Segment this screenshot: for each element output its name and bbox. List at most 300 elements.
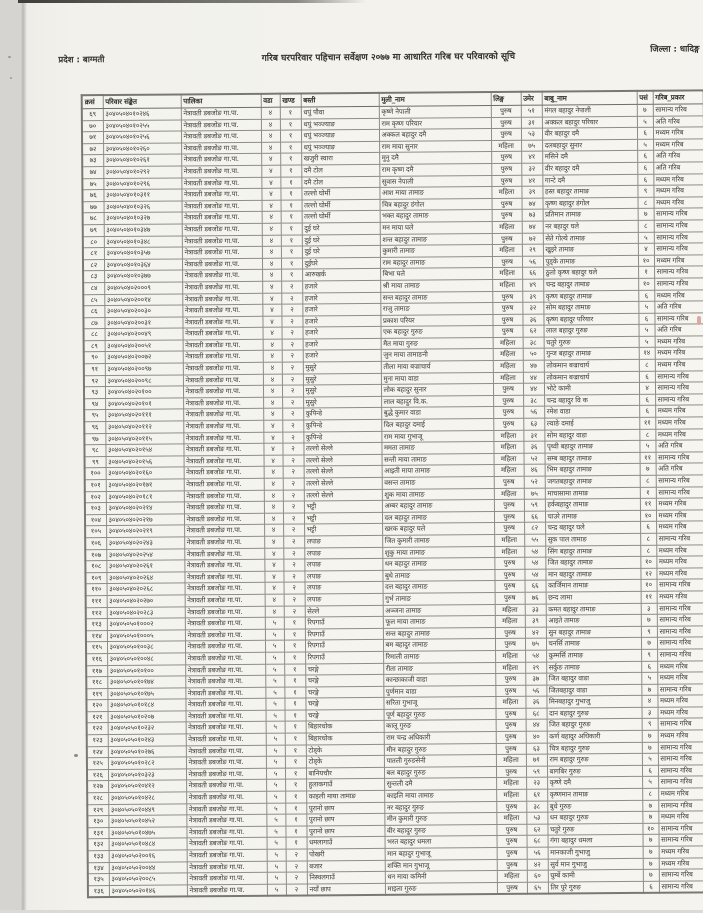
cell-block: २ — [283, 501, 304, 513]
cell-palika: नेत्रावती डबजोङ गा.पा. — [184, 478, 264, 490]
cell-poor_type: सामान्य गरिब — [658, 823, 703, 835]
cell-family_code: ३०४०५०४०२०२५४ — [106, 549, 184, 561]
cell-head_name: बिभा घले — [380, 268, 492, 280]
cell-family_code: ३०४०५०४०१०२६१ — [103, 154, 181, 166]
cell-sn: ९५ — [84, 410, 105, 422]
cell-settlement: चरङ्गे — [306, 709, 384, 721]
province-label: प्रदेश : बाग्मती — [58, 55, 105, 66]
cell-head_name: कालू गुरुङ — [384, 720, 496, 732]
cell-age: ६६ — [525, 580, 546, 592]
cell-ward: ४ — [262, 235, 281, 247]
cell-settlement: कुपिन्डे — [303, 419, 381, 431]
cell-age: ५४ — [524, 557, 545, 569]
cell-sn: ९७ — [84, 433, 105, 445]
cell-poor_type: सामान्य गरिब — [657, 602, 703, 614]
col-header-family_size: पसं — [637, 91, 653, 105]
cell-palika: नेत्रावती डबजोङ गा.पा. — [187, 884, 267, 897]
cell-settlement: रिपगाउँ — [305, 651, 383, 663]
district-label: जिल्ला : धादिङ्ग — [650, 44, 700, 55]
cell-block: २ — [282, 385, 303, 397]
cell-settlement: रिपगाउँ — [305, 617, 383, 629]
cell-poor_type: सामान्य गरिब — [657, 684, 703, 696]
cell-settlement: पोखरी — [307, 848, 385, 860]
cell-family_size: ७ — [637, 104, 653, 116]
cell-age: ४२ — [525, 627, 546, 639]
col-header-palika: पालिका — [181, 94, 261, 108]
cell-palika: नेत्रावती डबजोङ गा.पा. — [183, 409, 263, 421]
cell-poor_type: मध्यम गरिब — [655, 336, 703, 348]
cell-age: ६५ — [527, 882, 548, 894]
cell-head_name: काइलि माया तामाङ — [384, 790, 496, 802]
cell-ward: ४ — [262, 200, 281, 212]
cell-sn: १०३ — [85, 503, 106, 515]
cell-age: ३८ — [523, 395, 544, 407]
cell-family_size: ६ — [639, 406, 655, 418]
cell-sn: १०७ — [85, 549, 106, 561]
cell-father_name: दान बहादुर गुरुङ — [547, 707, 642, 719]
cell-poor_type: मध्यम गरिब — [655, 428, 703, 440]
cell-palika: नेत्रावती डबजोङ गा.पा. — [185, 606, 265, 618]
cell-gender: महिला — [497, 870, 527, 882]
cell-family_size: ७ — [638, 209, 654, 221]
cell-gender: पुरुष — [492, 314, 522, 326]
cell-family_size: ५ — [638, 232, 654, 244]
cell-settlement: धपुं पौवा — [301, 106, 379, 118]
cell-family_size: ९ — [641, 626, 657, 638]
cell-settlement: लपाङ — [305, 593, 383, 605]
cell-palika: नेत्रावती डबजोङ गा.पा. — [181, 177, 261, 189]
cell-poor_type: मध्यम गरिब — [657, 672, 703, 684]
cell-age: ६८ — [527, 836, 548, 848]
cell-block: २ — [282, 350, 303, 362]
cell-gender: पुरुष — [492, 256, 522, 268]
cell-age: ३९ — [525, 615, 546, 627]
cell-family_code: ३०४०५०५०१०२४३ — [108, 734, 186, 746]
cell-block: २ — [282, 327, 303, 339]
cell-poor_type: अति गरिब — [656, 463, 703, 475]
cell-father_name: पृथ्वी बहादुर तामाङ — [544, 441, 639, 453]
cell-age: ६१ — [526, 789, 547, 801]
cell-sn: १२८ — [87, 793, 108, 805]
cell-palika: नेत्रावती डबजोङ गा.पा. — [183, 351, 263, 363]
cell-father_name: वीर बहादुर दमै — [542, 162, 637, 174]
cell-sn: ६९ — [82, 109, 103, 121]
cell-gender: पुरुष — [495, 627, 525, 639]
cell-family_size: ४ — [639, 382, 655, 394]
cell-father_name: कृष्ण बहादुर तामाङ — [543, 290, 638, 302]
cell-head_name: जुन माया तामाङनी — [381, 349, 493, 361]
cell-family_size: ७ — [641, 614, 657, 626]
cell-poor_type: मध्यम गरिब — [658, 707, 703, 719]
cell-settlement: लपाङ — [304, 535, 382, 547]
cell-palika: नेत्रावती डबजोङ गा.पा. — [186, 733, 266, 745]
cell-ward: ५ — [265, 617, 284, 629]
cell-father_name: लोकमान बज्राचार्य — [544, 371, 639, 383]
cell-settlement: तल्लो सेल्ले — [304, 454, 382, 466]
cell-father_name: चतुरे गुरुङ — [544, 336, 639, 348]
cell-family_size: ५ — [639, 325, 655, 337]
cell-block: २ — [286, 872, 307, 884]
cell-gender: पुरुष — [497, 847, 527, 859]
cell-poor_type: सामान्य गरिब — [657, 626, 703, 638]
cell-poor_type: मध्यम गरिब — [658, 811, 703, 823]
cell-family_size: ५ — [642, 777, 658, 789]
cell-poor_type: मध्यम गरिब — [657, 695, 703, 707]
cell-age: २३ — [526, 778, 547, 790]
cell-head_name: मन माया घले — [380, 221, 492, 233]
cell-gender: पुरुष — [496, 720, 526, 732]
cell-family_code: ३०४०५०४०२०१५४ — [105, 444, 183, 456]
cell-block: १ — [285, 756, 306, 768]
cell-poor_type: सामान्य गरिब — [657, 649, 703, 661]
cell-family_size: ६ — [638, 313, 654, 325]
col-header-head_name: मुली_नाम — [379, 92, 491, 106]
cell-block: १ — [285, 803, 306, 815]
cell-settlement: बजार — [307, 860, 385, 872]
cell-ward: ४ — [264, 513, 283, 525]
cell-poor_type: मध्यम गरिब — [656, 498, 703, 510]
cell-family_code: ३०४०५०४०२०११५ — [105, 433, 183, 445]
cell-settlement: निस्थलगाउँ — [307, 872, 385, 884]
cell-ward: ४ — [263, 374, 282, 386]
cell-father_name: कृष्ण बहादुर परियार — [543, 313, 638, 325]
cell-age: ३९ — [522, 291, 543, 303]
cell-block: २ — [286, 884, 307, 896]
cell-family_size: ८ — [639, 429, 655, 441]
cell-family_size: ६ — [637, 174, 653, 186]
cell-age: ४१ — [521, 151, 542, 163]
scan-speck — [74, 754, 78, 757]
cell-gender: पुरुष — [495, 673, 525, 685]
cell-ward: ४ — [262, 281, 281, 293]
cell-family_code: ३०४०५०४०१०३४८ — [104, 235, 182, 247]
cell-poor_type: मध्यम गरिब — [653, 185, 703, 197]
cell-sn: १२३ — [87, 735, 108, 747]
cell-poor_type: सामान्य गरिब — [655, 394, 703, 406]
cell-palika: नेत्रावती डबजोङ गा.पा. — [187, 872, 267, 884]
cell-head_name: सन्ती माया तामाङ — [382, 453, 494, 465]
cell-gender: महिला — [493, 360, 523, 372]
cell-sn: ९८ — [84, 445, 105, 457]
cell-family_code: ३०४०५०५०१०२८२ — [108, 757, 186, 769]
cell-palika: नेत्रावती डबजोङ गा.पा. — [181, 119, 261, 131]
cell-sn: १३३ — [88, 851, 109, 863]
cell-family_size: ६ — [637, 162, 653, 174]
cell-palika: नेत्रावती डबजोङ गा.पा. — [185, 641, 265, 653]
cell-age: ८२ — [524, 522, 545, 534]
cell-poor_type: मध्यम गरिब — [655, 359, 703, 371]
cell-settlement: रिपगाउँ — [305, 640, 383, 652]
cell-palika: नेत्रावती डबजोङ गा.पा. — [182, 200, 262, 212]
cell-age: ३१ — [521, 117, 542, 129]
cell-sn: १२२ — [87, 723, 108, 735]
cell-family_size: ३ — [641, 603, 657, 615]
cell-settlement: लपाङ — [304, 570, 382, 582]
cell-block: १ — [285, 779, 306, 791]
cell-palika: नेत्रावती डबजोङ गा.पा. — [187, 849, 267, 861]
cell-sn: १२६ — [87, 769, 108, 781]
cell-head_name: बुधे तामाङ — [382, 569, 494, 581]
cell-sn: १२५ — [87, 758, 108, 770]
cell-ward: ५ — [267, 861, 286, 873]
cell-head_name: वीर बहादुर गुरुङ — [384, 824, 496, 836]
scan-edge-shadow — [18, 0, 366, 3]
cell-gender: पुरुष — [496, 801, 526, 813]
cell-family_size: १० — [641, 580, 657, 592]
cell-ward: ५ — [265, 640, 284, 652]
cell-father_name: जित बहादुर वाडा — [546, 672, 641, 684]
cell-poor_type: मध्यम गरिब — [657, 591, 703, 603]
cell-family_code: ३०४०५०५०१०२०७ — [108, 711, 186, 723]
cell-age: ३३ — [525, 604, 546, 616]
cell-block: १ — [285, 733, 306, 745]
cell-ward: ४ — [264, 455, 283, 467]
cell-ward: ४ — [263, 385, 282, 397]
cell-block: २ — [282, 408, 303, 420]
cell-head_name: भरत बहादुर धमला — [385, 836, 497, 848]
cell-block: १ — [285, 814, 306, 826]
cell-ward: ४ — [262, 269, 281, 281]
cell-poor_type: मध्यम गरिब — [653, 127, 703, 139]
cell-gender: पुरुष — [497, 859, 527, 871]
cell-poor_type: मध्यम गरिब — [657, 660, 703, 672]
cell-poor_type: सामान्य गरिब — [654, 220, 703, 232]
cell-palika: नेत्रावती डबजोङ गा.पा. — [184, 455, 264, 467]
cell-sn: १०५ — [85, 526, 106, 538]
cell-sn: १०६ — [85, 538, 106, 550]
cell-family_code: ३०४०५०४०१०३११ — [103, 189, 181, 201]
cell-age: ४२ — [527, 859, 548, 871]
cell-gender: महिला — [495, 662, 525, 674]
cell-family_code: ३०४०५०४०२०१११ — [105, 409, 183, 421]
cell-ward: ४ — [261, 119, 280, 131]
cell-head_name: बल बहादुर गुरुङ — [384, 766, 496, 778]
cell-head_name: अम्बर बहादुर तामाङ — [382, 500, 494, 512]
cell-settlement: तल्लो घोर्मी — [302, 199, 380, 211]
cell-father_name: सिंग बहादुर तामाङ — [545, 545, 640, 557]
cell-poor_type: अति गरिब — [653, 162, 703, 174]
cell-family_size: ८ — [639, 359, 655, 371]
cell-settlement: कुपिन्डे — [303, 408, 381, 420]
cell-age: ५४ — [524, 569, 545, 581]
cell-poor_type: सामान्य गरिब — [656, 486, 703, 498]
cell-ward: ४ — [261, 130, 280, 142]
cell-palika: नेत्रावती डबजोङ गा.पा. — [186, 768, 266, 780]
cell-father_name: कृष्णमान तामाङ — [547, 788, 642, 800]
cell-family_code: ३०४०५०४०१०३७७ — [104, 270, 182, 282]
cell-ward: ४ — [261, 165, 280, 177]
cell-sn: ९४ — [84, 398, 105, 410]
cell-block: २ — [283, 571, 304, 583]
col-header-sn: क्रसं — [82, 95, 103, 109]
cell-poor_type: सामान्य गरिब — [654, 208, 703, 220]
cell-family_size: ७ — [640, 464, 656, 476]
cell-palika: नेत्रावती डबजोङ गा.पा. — [184, 513, 264, 525]
cell-block: १ — [281, 246, 302, 258]
cell-sn: १३४ — [88, 862, 109, 874]
cell-ward: ५ — [265, 652, 284, 664]
cell-head_name: भक्त बहादुर तामाङ — [380, 210, 492, 222]
cell-head_name: राम चन्द्र अधिकारी — [384, 732, 496, 744]
cell-ward: ५ — [265, 629, 284, 641]
cell-family_code: ३०४०५०४०२०२१९ — [106, 525, 184, 537]
cell-father_name: मानकाजी गुभाजु — [548, 846, 643, 858]
cell-sn: ९१ — [84, 364, 105, 376]
cell-palika: नेत्रावती डबजोङ गा.पा. — [187, 838, 267, 850]
cell-block: २ — [283, 559, 304, 571]
cell-family_size: ९ — [641, 649, 657, 661]
cell-settlement: चरङ्गे — [305, 686, 383, 698]
cell-family_code: ३०४०५०४०२०११२ — [105, 421, 183, 433]
cell-gender: महिला — [496, 789, 526, 801]
cell-family_size: ८ — [640, 545, 656, 557]
cell-family_code: ३०४०५०५०१००४८ — [107, 653, 185, 665]
cell-age: ७३ — [522, 209, 543, 221]
cell-gender: पुरुष — [492, 233, 522, 245]
cell-settlement: तल्लो घोर्मी — [302, 211, 380, 223]
cell-gender: पुरुष — [491, 152, 521, 164]
cell-father_name: सुर्य मान गुभाजु — [548, 858, 643, 870]
cell-ward: ४ — [261, 142, 280, 154]
cell-palika: नेत्रावती डबजोङ गा.पा. — [183, 386, 263, 398]
cell-family_code: ३०४०५०४०१०३२६ — [104, 201, 182, 213]
cell-head_name: शुकु माया तामाङ — [382, 546, 494, 558]
cell-block: २ — [283, 490, 304, 502]
cell-head_name: तीला माया बज्राचार्य — [381, 361, 493, 373]
cell-gender: महिला — [492, 268, 522, 280]
cell-poor_type: अति गरिब — [654, 301, 703, 313]
cell-head_name: राम माया सुनार — [379, 140, 491, 152]
cell-block: २ — [282, 339, 303, 351]
cell-ward: ५ — [266, 803, 285, 815]
cell-palika: नेत्रावती डबजोङ गा.पा. — [183, 362, 263, 374]
cell-family_size: ७ — [642, 730, 658, 742]
cell-gender: पुरुष — [497, 836, 527, 848]
cell-age: ३६ — [522, 314, 543, 326]
cell-family_code: ३०४०५०५०१०१७४ — [107, 676, 185, 688]
cell-family_code: ३०४०५०५०१०१८४ — [107, 699, 185, 711]
cell-family_size: ४ — [638, 243, 654, 255]
cell-age: ४४ — [523, 372, 544, 384]
cell-father_name: कर्ण बहादुर अधिकारी — [547, 730, 642, 742]
cell-age: ४६ — [524, 465, 545, 477]
cell-poor_type: सामान्य गरिब — [659, 881, 703, 893]
cell-palika: नेत्रावती डबजोङ गा.पा. — [183, 420, 263, 432]
cell-father_name: गान्टे दमै — [542, 174, 637, 186]
cell-family_size: ६ — [642, 765, 658, 777]
cell-family_code: ३०४०५०४०२००९७ — [105, 363, 183, 375]
cell-poor_type: सामान्य गरिब — [658, 799, 703, 811]
cell-father_name: लाल बहादुर गुरुङ — [544, 325, 639, 337]
cell-gender: पुरुष — [491, 105, 521, 117]
cell-family_code: ३०४०५०४०२००४९ — [105, 328, 183, 340]
cell-settlement: हजारे — [302, 292, 380, 304]
cell-ward: ५ — [266, 710, 285, 722]
cell-father_name: हस्त बहादुर तामाङ — [542, 186, 637, 198]
cell-block: १ — [281, 200, 302, 212]
cell-gender: महिला — [494, 465, 524, 477]
cell-head_name: एक बहादुर गुरुङ — [381, 326, 493, 338]
cell-age: ३६ — [523, 441, 544, 453]
cell-sn: ११० — [86, 584, 107, 596]
cell-head_name: राम बहादुर तामाङ — [380, 256, 492, 268]
cell-palika: नेत्रावती डबजोङ गा.पा. — [186, 757, 266, 769]
cell-settlement: दुई घरे — [302, 246, 380, 258]
cell-block: १ — [285, 826, 306, 838]
cell-gender: पुरुष — [494, 569, 524, 581]
cell-block: २ — [283, 536, 304, 548]
cell-head_name: राजु तामाङ — [380, 303, 492, 315]
cell-family_size: ६ — [640, 522, 656, 534]
cell-sn: १२७ — [87, 781, 108, 793]
cell-head_name: सन्त बहादुर तामाङ — [380, 291, 492, 303]
cell-settlement: मुसुरे — [303, 396, 381, 408]
cell-gender: महिला — [496, 755, 526, 767]
cell-father_name: कृष्ण बहादुर डंगोल — [543, 197, 638, 209]
cell-block: १ — [281, 269, 302, 281]
cell-palika: नेत्रावती डबजोङ गा.पा. — [183, 397, 263, 409]
cell-gender: पुरुष — [492, 210, 522, 222]
cell-palika: नेत्रावती डबजोङ गा.पा. — [186, 710, 266, 722]
cell-head_name: कुमारी तामाङ — [380, 245, 492, 257]
cell-block: १ — [280, 165, 301, 177]
cell-sn: ९९ — [85, 456, 106, 468]
cell-family_code: ३०४०५०४०२०२७० — [107, 595, 185, 607]
cell-family_code: ३०४०५०५०२००१६ — [109, 850, 187, 862]
cell-settlement: लपाङ — [304, 559, 382, 571]
cell-head_name: सुन्तली दमै — [384, 778, 496, 790]
cell-block: १ — [280, 142, 301, 154]
cell-sn: १०२ — [85, 491, 106, 503]
cell-gender: पुरुष — [496, 824, 526, 836]
cell-family_size: ५ — [641, 672, 657, 684]
cell-ward: ५ — [266, 756, 285, 768]
cell-father_name: मसिने दमै — [542, 151, 637, 163]
cell-family_code: ३०४०५०४०२००१४ — [104, 293, 182, 305]
cell-age: ४४ — [526, 720, 547, 732]
cell-family_size: ७ — [643, 869, 659, 881]
cell-sn: ८५ — [83, 294, 104, 306]
cell-palika: नेत्रावती डबजोङ गा.पा. — [185, 652, 265, 664]
cell-gender: पुरुष — [493, 384, 523, 396]
cell-father_name: चतुरे गुरुङ — [547, 823, 642, 835]
cell-family_size: ४ — [641, 696, 657, 708]
cell-palika: नेत्रावती डबजोङ गा.पा. — [183, 328, 263, 340]
cell-gender: पुरुष — [493, 418, 523, 430]
cell-age: ४१ — [521, 175, 542, 187]
cell-father_name: लोकमान बज्राचार्य — [544, 359, 639, 371]
table-body — [82, 104, 703, 898]
cell-father_name: चन्द्र बहादुर तामाङ — [543, 278, 638, 290]
cell-block: १ — [281, 258, 302, 270]
cell-gender: पुरुष — [496, 731, 526, 743]
cell-gender: महिला — [494, 453, 524, 465]
cell-sn: ८९ — [84, 340, 105, 352]
cell-family_code: ३०४०५०४०१०२५६ — [103, 131, 181, 143]
cell-settlement: भट्टी — [304, 524, 382, 536]
cell-block: १ — [284, 663, 305, 675]
cell-sn: १३१ — [87, 827, 108, 839]
cell-father_name: ल्वाङे दमाई — [544, 417, 639, 429]
cell-age: ५६ — [525, 685, 546, 697]
cell-head_name: धन बहादुर तामाङ — [382, 558, 494, 570]
cell-sn: ७० — [82, 120, 103, 132]
cell-family_code: ३०४०५०५०२०१४६ — [109, 885, 187, 898]
cell-age: ६८ — [526, 708, 547, 720]
cell-age: ५३ — [526, 812, 547, 824]
cell-age: ३८ — [526, 801, 547, 813]
cell-father_name: सुन बहादुर तामाङ — [546, 626, 641, 638]
